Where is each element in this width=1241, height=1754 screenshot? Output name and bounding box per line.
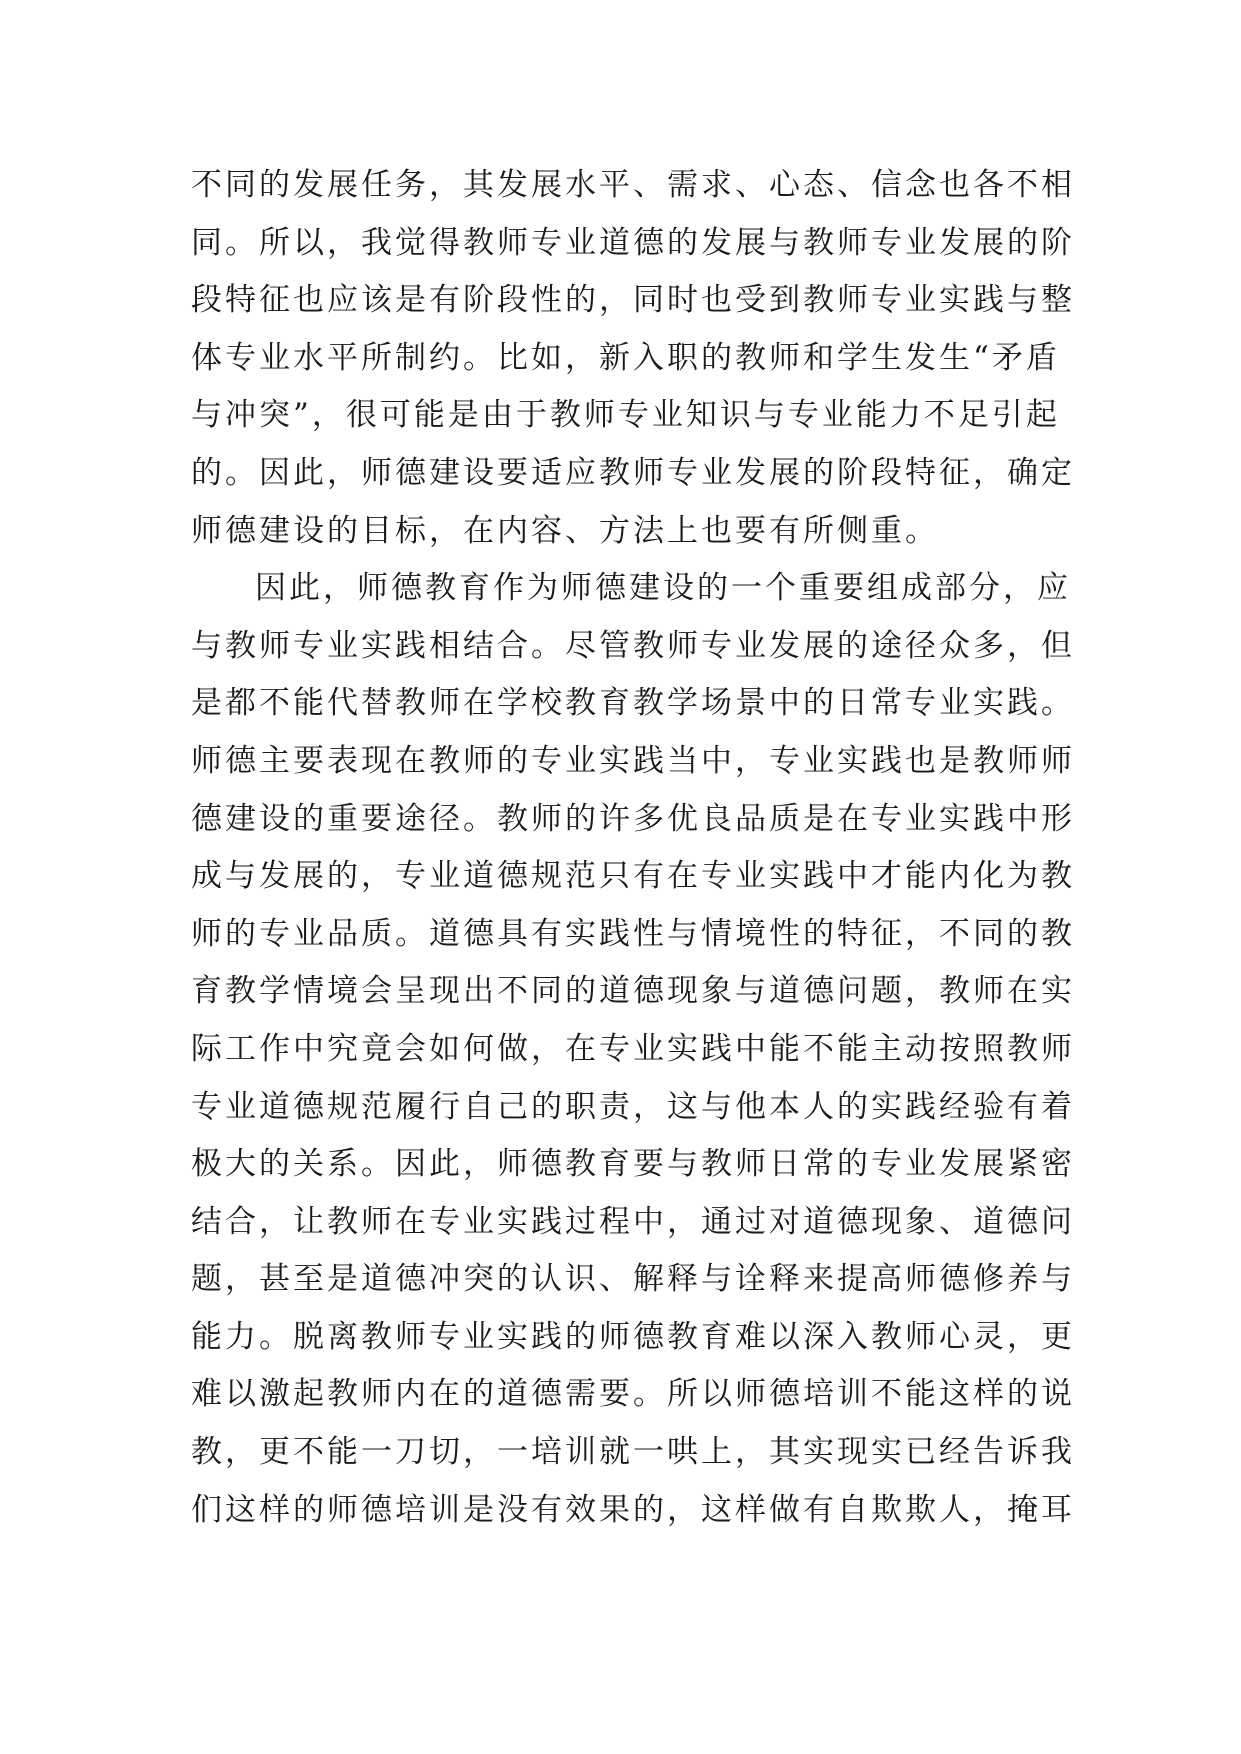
text-line: 同。所以，我觉得教师专业道德的发展与教师专业发展的阶 bbox=[191, 224, 1075, 261]
text-line: 段特征也应该是有阶段性的，同时也受到教师专业实践与整 bbox=[191, 282, 1075, 319]
text-line: 难以激起教师内在的道德需要。所以师德培训不能这样的说 bbox=[191, 1376, 1075, 1413]
body-text bbox=[191, 157, 1075, 1539]
text-line: 师的专业品质。道德具有实践性与情境性的特征，不同的教 bbox=[191, 915, 1075, 952]
text-line: 题，甚至是道德冲突的认识、解释与诠释来提高师德修养与 bbox=[191, 1261, 1075, 1298]
text-line: 际工作中究竟会如何做，在专业实践中能不能主动按照教师 bbox=[191, 1030, 1075, 1067]
text-line: 结合，让教师在专业实践过程中，通过对道德现象、道德问 bbox=[191, 1203, 1075, 1240]
text-line: 德建设的重要途径。教师的许多优良品质是在专业实践中形 bbox=[191, 800, 1075, 837]
text-line: 的。因此，师德建设要适应教师专业发展的阶段特征，确定 bbox=[191, 454, 1075, 491]
text-line: 与冲突”，很可能是由于教师专业知识与专业能力不足引起 bbox=[191, 397, 1060, 434]
text-line: 育教学情境会呈现出不同的道德现象与道德问题，教师在实 bbox=[191, 973, 1075, 1010]
paragraph-first-line: 因此，师德教育作为师德建设的一个重要组成部分，应 bbox=[255, 570, 1071, 607]
text-line: 极大的关系。因此，师德教育要与教师日常的专业发展紧密 bbox=[191, 1146, 1075, 1183]
text-line: 能力。脱离教师专业实践的师德教育难以深入教师心灵，更 bbox=[191, 1318, 1075, 1355]
text-line: 们这样的师德培训是没有效果的，这样做有自欺欺人，掩耳 bbox=[191, 1491, 1075, 1528]
text-line: 教，更不能一刀切，一培训就一哄上，其实现实已经告诉我 bbox=[191, 1434, 1075, 1471]
text-line: 体专业水平所制约。比如，新入职的教师和学生发生“矛盾 bbox=[191, 339, 1060, 376]
text-line: 师德主要表现在教师的专业实践当中，专业实践也是教师师 bbox=[191, 742, 1075, 779]
text-line: 成与发展的，专业道德规范只有在专业实践中才能内化为教 bbox=[191, 858, 1075, 895]
text-line: 与教师专业实践相结合。尽管教师专业发展的途径众多，但 bbox=[191, 627, 1075, 664]
text-line: 师德建设的目标，在内容、方法上也要有所侧重。 bbox=[191, 512, 939, 549]
text-line: 是都不能代替教师在学校教育教学场景中的日常专业实践。 bbox=[191, 685, 1075, 722]
text-line: 不同的发展任务，其发展水平、需求、心态、信念也各不相 bbox=[191, 167, 1075, 203]
text-line: 专业道德规范履行自己的职责，这与他本人的实践经验有着 bbox=[191, 1088, 1075, 1125]
